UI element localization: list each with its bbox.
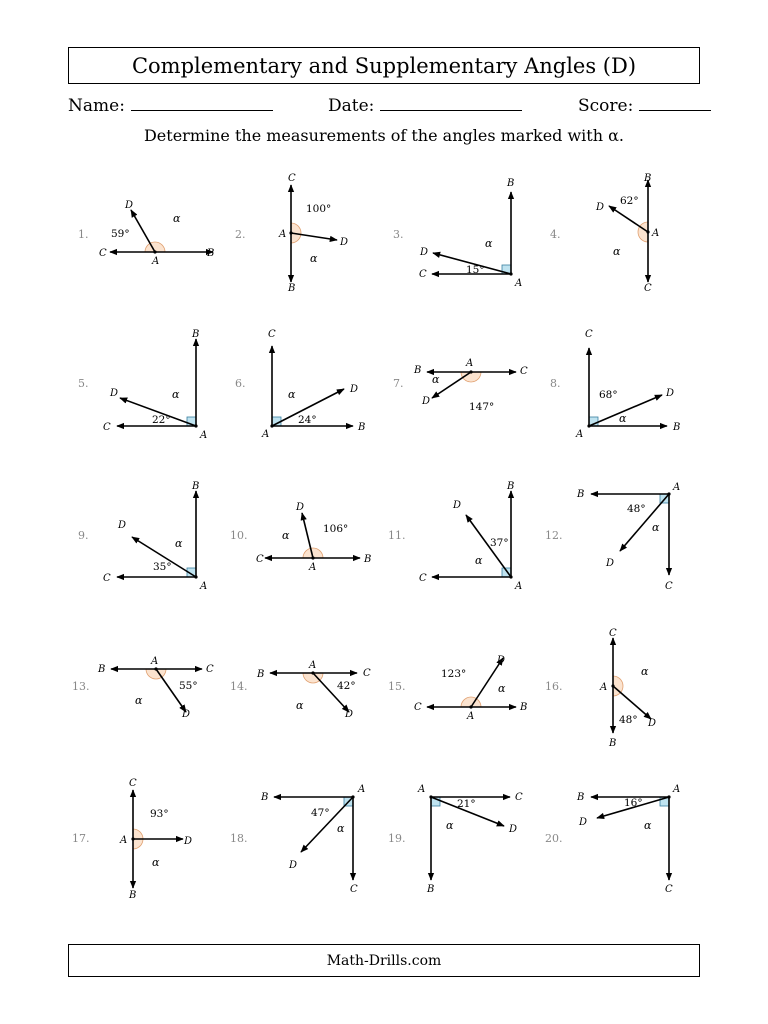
point-label-c: C bbox=[350, 884, 358, 895]
problem-10 bbox=[230, 502, 371, 573]
point-label-a: A bbox=[309, 660, 317, 671]
point-label-a: A bbox=[576, 429, 584, 440]
point-label-c: C bbox=[363, 668, 371, 679]
point-label-c: C bbox=[419, 269, 427, 280]
problem-number: 8. bbox=[550, 377, 561, 390]
vertex-dot bbox=[311, 556, 314, 559]
worksheet-title: Complementary and Supplementary Angles (D) bbox=[68, 47, 700, 84]
problem-11 bbox=[388, 481, 522, 592]
vertex-dot bbox=[289, 231, 292, 234]
given-angle: 123° bbox=[441, 668, 467, 680]
problem-number: 3. bbox=[393, 228, 404, 241]
point-label-b: B bbox=[577, 489, 585, 500]
point-label-d: D bbox=[422, 396, 431, 407]
unknown-angle-alpha: α bbox=[337, 822, 345, 835]
point-label-d: D bbox=[648, 718, 657, 729]
vertex-dot bbox=[270, 424, 273, 427]
problem-1 bbox=[78, 200, 214, 267]
problem-2 bbox=[235, 173, 348, 294]
point-label-a: A bbox=[279, 229, 287, 240]
point-label-d: D bbox=[125, 200, 134, 211]
problem-19 bbox=[388, 784, 523, 895]
vertex-dot bbox=[131, 837, 134, 840]
problem-number: 9. bbox=[78, 529, 89, 542]
vertex-dot bbox=[154, 667, 157, 670]
vertex-dot bbox=[429, 795, 432, 798]
given-angle: 68° bbox=[599, 389, 618, 401]
problem-number: 17. bbox=[72, 832, 90, 845]
problem-4 bbox=[550, 173, 659, 294]
point-label-d: D bbox=[110, 388, 119, 399]
point-label-b: B bbox=[609, 738, 617, 749]
point-label-c: C bbox=[644, 283, 652, 294]
problem-number: 10. bbox=[230, 529, 248, 542]
point-label-a: A bbox=[515, 581, 523, 592]
point-label-b: B bbox=[507, 481, 515, 492]
problem-number: 18. bbox=[230, 832, 248, 845]
point-label-b: B bbox=[520, 702, 528, 713]
unknown-angle-alpha: α bbox=[644, 819, 652, 832]
vertex-dot bbox=[667, 492, 670, 495]
point-label-b: B bbox=[507, 178, 515, 189]
point-label-d: D bbox=[420, 247, 429, 258]
point-label-d: D bbox=[350, 384, 359, 395]
instructions: Determine the measurements of the angles marked with α. bbox=[143, 126, 625, 145]
given-angle: 37° bbox=[490, 537, 509, 549]
given-angle: 21° bbox=[457, 798, 476, 810]
unknown-angle-alpha: α bbox=[641, 665, 649, 678]
problem-number: 15. bbox=[388, 680, 406, 693]
point-label-a: A bbox=[200, 581, 208, 592]
point-label-b: B bbox=[644, 173, 652, 184]
point-label-a: A bbox=[309, 562, 317, 573]
point-label-b: B bbox=[414, 365, 422, 376]
vertex-dot bbox=[351, 795, 354, 798]
point-label-a: A bbox=[418, 784, 426, 795]
given-angle: 48° bbox=[627, 503, 646, 515]
unknown-angle-alpha: α bbox=[446, 819, 454, 832]
name-label: Name: bbox=[68, 96, 125, 116]
given-angle: 147° bbox=[469, 401, 495, 413]
vertex-dot bbox=[469, 705, 472, 708]
vertex-dot bbox=[646, 230, 649, 233]
point-label-a: A bbox=[467, 711, 475, 722]
point-label-a: A bbox=[673, 482, 681, 493]
unknown-angle-alpha: α bbox=[475, 554, 483, 567]
unknown-angle-alpha: α bbox=[152, 856, 160, 869]
point-label-b: B bbox=[192, 481, 200, 492]
vertex-dot bbox=[194, 424, 197, 427]
point-label-a: A bbox=[515, 278, 523, 289]
point-label-d: D bbox=[579, 817, 588, 828]
given-angle: 15° bbox=[466, 264, 485, 276]
unknown-angle-alpha: α bbox=[498, 682, 506, 695]
point-label-d: D bbox=[118, 520, 127, 531]
problem-number: 7. bbox=[393, 377, 404, 390]
given-angle: 35° bbox=[153, 561, 172, 573]
vertex-dot bbox=[153, 250, 156, 253]
date-label: Date: bbox=[328, 96, 375, 116]
point-label-d: D bbox=[340, 237, 349, 248]
point-label-b: B bbox=[577, 792, 585, 803]
unknown-angle-alpha: α bbox=[296, 699, 304, 712]
problem-5 bbox=[78, 329, 207, 441]
vertex-dot bbox=[509, 575, 512, 578]
point-label-a: A bbox=[652, 228, 660, 239]
problem-number: 19. bbox=[388, 832, 406, 845]
point-label-c: C bbox=[129, 778, 137, 789]
point-label-a: A bbox=[120, 835, 128, 846]
given-angle: 22° bbox=[152, 414, 171, 426]
given-angle: 100° bbox=[306, 203, 332, 215]
vertex-dot bbox=[509, 272, 512, 275]
problem-number: 12. bbox=[545, 529, 563, 542]
problem-number: 20. bbox=[545, 832, 563, 845]
point-label-a: A bbox=[466, 358, 474, 369]
point-label-a: A bbox=[262, 429, 270, 440]
point-label-d: D bbox=[453, 500, 462, 511]
unknown-angle-alpha: α bbox=[135, 694, 143, 707]
point-label-b: B bbox=[358, 422, 366, 433]
point-label-c: C bbox=[515, 792, 523, 803]
point-label-c: C bbox=[665, 581, 673, 592]
point-label-c: C bbox=[99, 248, 107, 259]
point-label-d: D bbox=[182, 709, 191, 720]
ray-d bbox=[313, 673, 349, 712]
given-angle: 42° bbox=[337, 680, 356, 692]
problem-number: 4. bbox=[550, 228, 561, 241]
point-label-b: B bbox=[129, 890, 137, 901]
point-label-d: D bbox=[606, 558, 615, 569]
point-label-b: B bbox=[427, 884, 435, 895]
point-label-a: A bbox=[152, 256, 160, 267]
point-label-c: C bbox=[103, 422, 111, 433]
unknown-angle-alpha: α bbox=[432, 373, 440, 386]
vertex-dot bbox=[469, 370, 472, 373]
score-label: Score: bbox=[578, 96, 634, 116]
point-label-d: D bbox=[497, 655, 506, 666]
given-angle: 62° bbox=[620, 195, 639, 207]
problem-number: 6. bbox=[235, 377, 246, 390]
unknown-angle-alpha: α bbox=[619, 412, 627, 425]
point-label-c: C bbox=[206, 664, 214, 675]
point-label-c: C bbox=[609, 628, 617, 639]
point-label-b: B bbox=[261, 792, 269, 803]
point-label-c: C bbox=[256, 554, 264, 565]
point-label-c: C bbox=[665, 884, 673, 895]
ray-d bbox=[131, 210, 155, 252]
unknown-angle-alpha: α bbox=[310, 252, 318, 265]
problem-number: 16. bbox=[545, 680, 563, 693]
point-label-d: D bbox=[666, 388, 675, 399]
point-label-b: B bbox=[288, 283, 296, 294]
point-label-b: B bbox=[673, 422, 681, 433]
point-label-a: A bbox=[600, 682, 608, 693]
problem-number: 5. bbox=[78, 377, 89, 390]
unknown-angle-alpha: α bbox=[652, 521, 660, 534]
problem-13 bbox=[72, 656, 214, 720]
given-angle: 24° bbox=[298, 414, 317, 426]
vertex-dot bbox=[311, 671, 314, 674]
ray-d bbox=[301, 797, 353, 852]
problem-6 bbox=[235, 329, 365, 440]
point-label-a: A bbox=[358, 784, 366, 795]
point-label-c: C bbox=[419, 573, 427, 584]
problem-number: 2. bbox=[235, 228, 246, 241]
given-angle: 48° bbox=[619, 714, 638, 726]
problem-number: 1. bbox=[78, 228, 89, 241]
given-angle: 47° bbox=[311, 807, 330, 819]
point-label-b: B bbox=[192, 329, 200, 340]
problem-18 bbox=[230, 784, 365, 895]
point-label-d: D bbox=[184, 836, 193, 847]
point-label-c: C bbox=[103, 573, 111, 584]
unknown-angle-alpha: α bbox=[288, 388, 296, 401]
ray-d bbox=[609, 206, 648, 232]
problem-8 bbox=[550, 329, 680, 440]
problem-20 bbox=[545, 784, 680, 895]
vertex-dot bbox=[611, 684, 614, 687]
point-label-a: A bbox=[151, 656, 159, 667]
given-angle: 16° bbox=[624, 797, 643, 809]
point-label-a: A bbox=[200, 430, 208, 441]
point-label-c: C bbox=[585, 329, 593, 340]
given-angle: 55° bbox=[179, 680, 198, 692]
point-label-d: D bbox=[509, 824, 518, 835]
vertex-dot bbox=[667, 795, 670, 798]
problem-7 bbox=[393, 358, 528, 413]
unknown-angle-alpha: α bbox=[613, 245, 621, 258]
problem-number: 13. bbox=[72, 680, 90, 693]
unknown-angle-alpha: α bbox=[282, 529, 290, 542]
unknown-angle-alpha: α bbox=[175, 537, 183, 550]
problem-number: 11. bbox=[388, 529, 406, 542]
point-label-c: C bbox=[268, 329, 276, 340]
point-label-d: D bbox=[296, 502, 305, 513]
point-label-b: B bbox=[364, 554, 372, 565]
point-label-d: D bbox=[596, 202, 605, 213]
point-label-d: D bbox=[289, 860, 298, 871]
point-label-d: D bbox=[345, 709, 354, 720]
problem-9 bbox=[78, 481, 207, 592]
given-angle: 59° bbox=[111, 228, 130, 240]
problem-15 bbox=[388, 655, 527, 722]
point-label-c: C bbox=[520, 366, 528, 377]
problem-16 bbox=[545, 628, 656, 749]
point-label-b: B bbox=[98, 664, 106, 675]
footer: Math-Drills.com bbox=[68, 944, 700, 977]
vertex-dot bbox=[194, 575, 197, 578]
problem-12 bbox=[545, 482, 680, 592]
unknown-angle-alpha: α bbox=[485, 237, 493, 250]
vertex-dot bbox=[587, 424, 590, 427]
point-label-b: B bbox=[257, 669, 265, 680]
problem-3 bbox=[393, 178, 522, 289]
point-label-a: A bbox=[673, 784, 681, 795]
point-label-c: C bbox=[288, 173, 296, 184]
problem-17 bbox=[72, 778, 192, 901]
point-label-b: B bbox=[207, 248, 215, 259]
point-label-c: C bbox=[414, 702, 422, 713]
unknown-angle-alpha: α bbox=[173, 212, 181, 225]
given-angle: 106° bbox=[323, 523, 349, 535]
given-angle: 93° bbox=[150, 808, 169, 820]
problem-number: 14. bbox=[230, 680, 248, 693]
unknown-angle-alpha: α bbox=[172, 388, 180, 401]
problem-14 bbox=[230, 660, 371, 720]
